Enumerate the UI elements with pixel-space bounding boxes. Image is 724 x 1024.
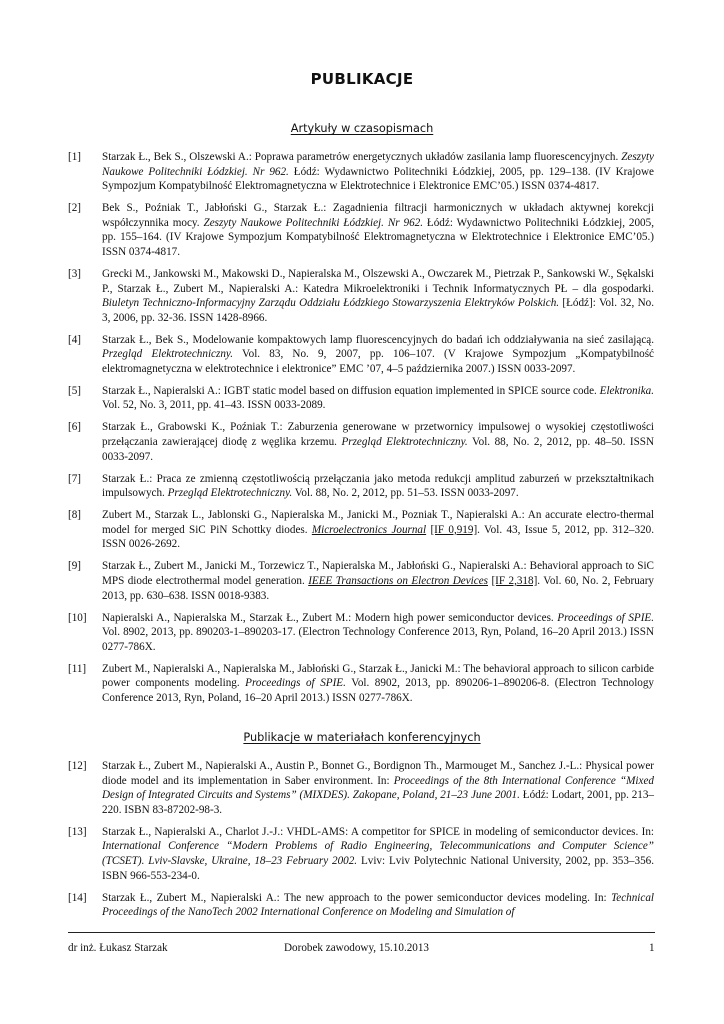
reference-text xyxy=(102,472,654,501)
reference-segment: Vol. 52, No. 3, 2011, pp. 41–43. ISSN 0033-2089. xyxy=(102,399,326,412)
reference-number: [6] xyxy=(68,421,81,434)
reference-segment: Vol. 8902, 2013, pp. 890203-1–890203-17. (Electron Technology Conference 2013, Ryn, Poland, 16–20 April 2013.) ISSN 0277-786X. xyxy=(102,626,654,653)
reference-text xyxy=(102,662,654,706)
reference-item xyxy=(68,201,654,259)
reference-text xyxy=(102,150,654,194)
reference-item xyxy=(68,891,654,920)
reference-text xyxy=(102,508,654,552)
reference-number: [13] xyxy=(68,825,87,838)
reference-number: [1] xyxy=(68,151,81,163)
reference-text xyxy=(102,333,654,377)
reference-number: [7] xyxy=(68,472,81,485)
reference-segment: Łódź: Wydawnictwo Politechniki Łódzkiej, 2005, pp. 129–138. (IV Krajowe Sympozjum Kompatybilność Elektromagnetyczna w Elektrotechnice i Elektronice EMC’05.) ISSN 0374-4817. xyxy=(102,165,654,193)
reference-number: [12] xyxy=(68,760,87,772)
reference-segment: Grecki M., Jankowski M., Makowski D., Napieralska M., Olszewski A., Owczarek M., Pietrzak P., Sankowski W., Sękalski P., Starzak Ł., Zubert M., Napieralski A.: Katedra Mikroelektroniki i Technik Informatycznych PŁ – dla gospodarki. xyxy=(102,267,654,295)
reference-text xyxy=(102,611,654,655)
footer-rule xyxy=(68,932,655,933)
reference-segment: Zubert M., Napieralski A., Napieralska M., Jabłoński G., Starzak Ł., Janicki M.: The behavioral approach to silicon carbide power components modeling. xyxy=(102,662,654,690)
reference-number: [5] xyxy=(68,384,81,397)
reference-segment: Vol. 88, No. 2, 2012, pp. 51–53. ISSN 0033-2097. xyxy=(292,487,519,500)
reference-source: Przegląd Elektrotechniczny. xyxy=(341,436,468,449)
reference-item xyxy=(68,662,654,706)
reference-text xyxy=(102,891,654,920)
reference-segment: Lviv: Lviv Polytechnic National University, 2002, pp. 353–356. ISBN 966-553-234-0. xyxy=(102,854,654,882)
reference-segment: Starzak Ł., Zubert M., Janicki M., Torzewicz T., Napieralska M., Jabłoński G., Napieralski A.: Behavioral approach to SiC MPS diode electrothermal model generation. xyxy=(102,560,654,587)
articles-list xyxy=(68,150,654,706)
reference-segment: Łódź: Lodart, 2001, pp. 213–220. ISBN 83-87202-98-3. xyxy=(102,789,655,816)
reference-segment: Starzak Ł., Napieralski A.: IGBT static model based on diffusion equation implemented in SPICE source code. xyxy=(102,384,600,397)
reference-number: [10] xyxy=(68,611,87,624)
reference-source: Technical Proceedings of the NanoTech 2002 International Conference on Modeling and Simulation of xyxy=(102,891,654,919)
reference-item xyxy=(68,333,654,377)
reference-item xyxy=(68,267,654,325)
reference-segment: [Łódź]: Vol. 32, No. 3, 2006, pp. 32-36. ISSN 1428-8966. xyxy=(102,297,654,324)
reference-item xyxy=(68,559,654,603)
reference-segment: Starzak Ł., Grabowski K., Poźniak T.: Zaburzenia generowane w przetwornicy impulsowej o wysokiej częstotliwości przełączania zawierającej diodę z węglika krzemu. xyxy=(102,421,654,449)
reference-number: [8] xyxy=(68,509,81,522)
footer-author: dr inż. Łukasz Starzak xyxy=(68,942,168,954)
page-number: 1 xyxy=(649,942,655,954)
reference-number: [2] xyxy=(68,202,81,215)
reference-segment: Starzak Ł., Napieralski A., Charlot J.-J.: VHDL-AMS: A competitor for SPICE in modeling of semiconductor devices. In: xyxy=(102,825,654,838)
reference-segment: Napieralski A., Napieralska M., Starzak Ł., Zubert M.: Modern high power semiconductor devices. xyxy=(102,611,558,624)
section-heading-conference: Publikacje w materiałach konferencyjnych xyxy=(243,731,481,744)
reference-source: Proceedings of the 8th International Conference “Mixed Design of Integrated Circuits and Systems” (MIXDES). Zakopane, Poland, 21–23 June 2001. xyxy=(102,774,654,802)
reference-source: International Conference “Modern Problems of Radio Engineering, Telecommunications and Computer Science” (TCSET). Lviv-Slavske, Ukraine, 18–23 February 2002. xyxy=(102,840,654,867)
reference-text xyxy=(102,825,654,883)
reference-segment: Bek S., Poźniak T., Jabłoński G., Starzak Ł.: Zagadnienia filtracji harmonicznych w układach aktywnej korekcji współczynnika mocy. xyxy=(102,202,654,229)
reference-segment: Vol. 8902, 2013, pp. 890206-1–890206-8. (Electron Technology Conference 2013, Ryn, Poland, 16–20 April 2013.) ISSN 0277-786X. xyxy=(102,677,655,704)
reference-segment: Starzak Ł., Zubert M., Napieralski A., Austin P., Bonnet G., Bordignon Th., Marmouget M., Sanchez J.-L.: Physical power diode model and its implementation in Saber environment. In: xyxy=(102,760,654,787)
reference-number: [3] xyxy=(68,267,81,280)
reference-number: [9] xyxy=(68,560,81,573)
reference-source: IEEE Transactions on Electron Devices xyxy=(308,574,489,587)
reference-source: Proceedings of SPIE. xyxy=(245,677,346,690)
reference-text xyxy=(102,384,654,413)
reference-source: Przegląd Elektrotechniczny. xyxy=(102,348,234,361)
reference-segment: . Vol. 60, No. 2, February 2013, pp. 630–638. ISSN 0018-9383. xyxy=(102,574,654,602)
reference-number: [14] xyxy=(68,891,87,904)
reference-source: Elektronika. xyxy=(599,384,654,397)
reference-segment: Vol. 88, No. 2, 2012, pp. 48–50. ISSN 0033-2097. xyxy=(102,436,655,463)
reference-item xyxy=(68,150,654,194)
reference-number: [11] xyxy=(68,662,87,675)
reference-item xyxy=(68,508,654,552)
footer-center: Dorobek zawodowy, 15.10.2013 xyxy=(284,942,430,954)
reference-segment: Vol. 83, No. 9, 2007, pp. 106–107. (V Krajowe Sympozjum „Kompatybilność elektromagnetyczna w elektrotechnice i elektronice” EMC ’07, 4–5 października 2007.) ISSN 0033-2097. xyxy=(102,348,655,375)
reference-text xyxy=(102,759,654,817)
reference-number: [4] xyxy=(68,333,81,346)
reference-segment: . Vol. 43, Issue 5, 2012, pp. 312–320. ISSN 0026-2692. xyxy=(102,523,654,551)
reference-item xyxy=(68,825,654,883)
reference-text xyxy=(102,201,654,259)
reference-item xyxy=(68,420,654,464)
reference-source: Zeszyty Naukowe Politechniki Łódzkiej. Nr 962. xyxy=(102,151,654,178)
reference-text xyxy=(102,559,654,603)
reference-text xyxy=(102,420,654,464)
reference-segment: Starzak Ł.: Praca ze zmienną częstotliwością przełączania jako metoda redukcji amplitud zaburzeń w przekształtnikach impulsowych. xyxy=(102,472,654,500)
reference-source: Przegląd Elektrotechniczny. xyxy=(167,487,293,500)
reference-source: Microelectronics Journal xyxy=(311,523,427,536)
reference-source: Biuletyn Techniczno-Informacyjny Zarządu Oddziału Łódzkiego Stowarzyszenia Elektryków Polskich. xyxy=(102,297,560,310)
reference-source: Proceedings of SPIE. xyxy=(557,611,654,624)
reference-source: [IF 2,318] xyxy=(491,574,538,587)
reference-item xyxy=(68,384,654,413)
reference-segment: Zubert M., Starzak L., Jablonski G., Napieralska M., Janicki M., Pozniak T., Napieralski A.: An accurate electro-thermal model for merged SiC PiN Schottky diodes. xyxy=(102,509,654,536)
reference-source: [IF 0,919] xyxy=(430,523,478,536)
section-heading-articles: Artykuły w czasopismach xyxy=(290,122,434,135)
reference-item xyxy=(68,611,654,655)
reference-item xyxy=(68,759,654,817)
reference-text xyxy=(102,267,654,325)
conference-list xyxy=(68,759,654,920)
reference-segment: Starzak Ł., Zubert M., Napieralski A.: The new approach to the power semiconductor devices modeling. In: xyxy=(102,891,612,904)
reference-segment: Starzak Ł., Bek S., Olszewski A.: Poprawa parametrów energetycznych układów zasilania lamp fluorescencyjnych. xyxy=(102,151,622,163)
reference-segment: Łódź: Wydawnictwo Politechniki Łódzkiej, 2005, pp. 155–164. (IV Krajowe Sympozjum Kompatybilność Elektromagnetyczna w Elektrotechnice i Elektronice EMC’05.) ISSN 0374-4817. xyxy=(102,216,654,258)
reference-segment: Starzak Ł., Bek S., Modelowanie kompaktowych lamp fluorescencyjnych do badań ich oddziaływania na sieć zasilającą. xyxy=(102,333,654,346)
reference-item xyxy=(68,472,654,501)
reference-source: Zeszyty Naukowe Politechniki Łódzkiej. Nr 962. xyxy=(203,216,423,229)
page-title: PUBLIKACJE xyxy=(310,70,414,88)
